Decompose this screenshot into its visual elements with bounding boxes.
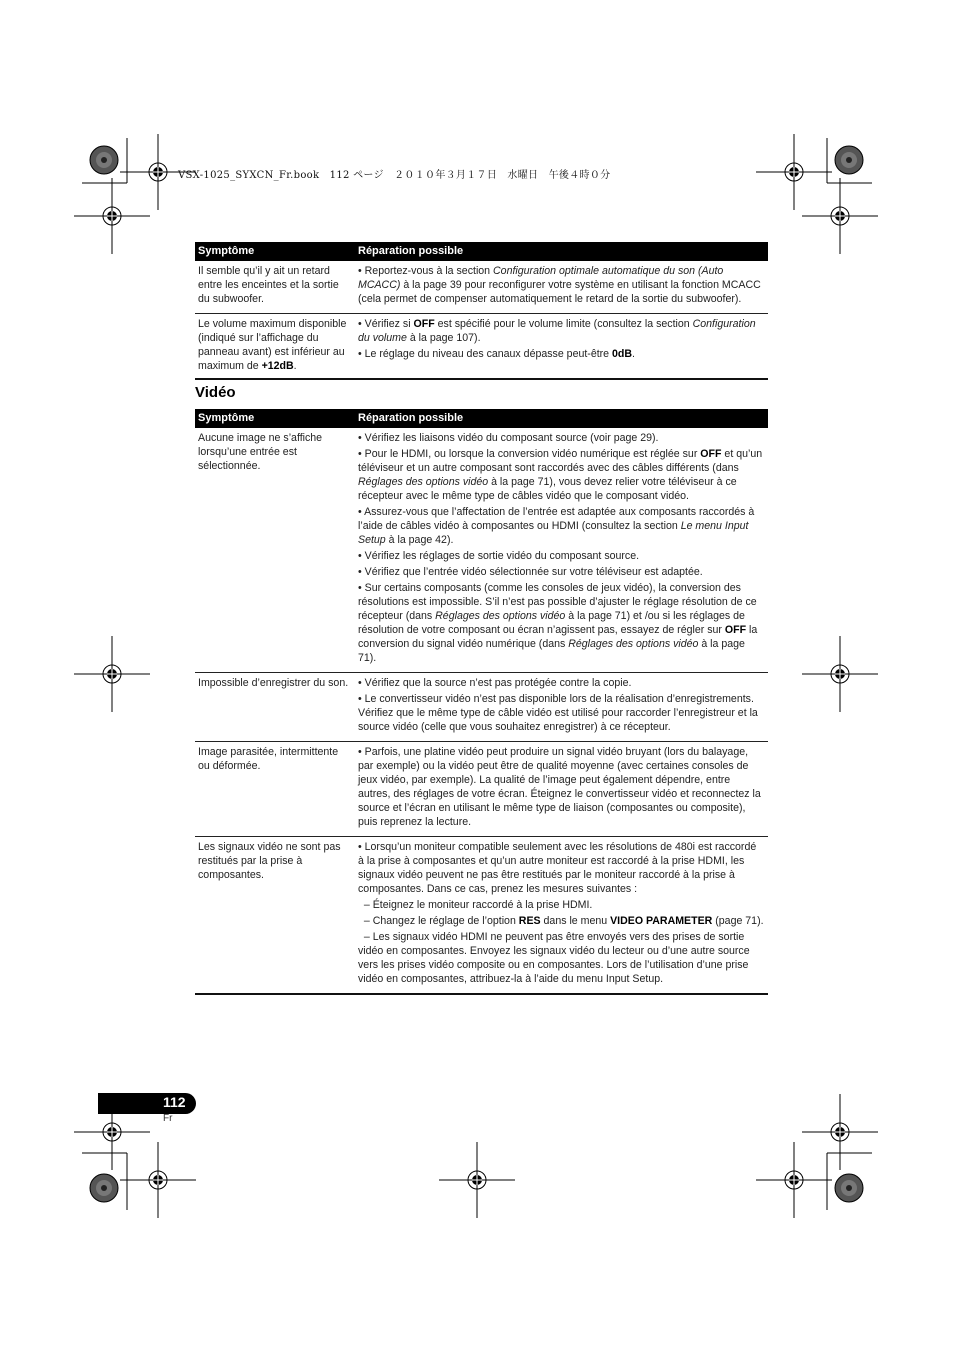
fix-subitem: – Éteignez le moniteur raccordé à la prise HDMI. [358, 899, 593, 911]
troubleshooting-table-audio [195, 242, 768, 380]
page-number: 112 [163, 1094, 186, 1110]
symptom-cell: Aucune image ne s’affiche lorsqu’une entrée est sélectionnée. [195, 428, 355, 673]
symptom-cell: Impossible d’enregistrer du son. [195, 673, 355, 742]
fix-item: • Pour le HDMI, ou lorsque la conversion vidéo numérique est réglée sur OFF et qu’un téléviseur et un autre composant sont raccordés avec des câbles différents (dans Réglages des options vidéo à la page 71), vous devez relier votre téléviseur à ce récepteur avec le même type de câbles vidéo que le composant vidéo. [358, 448, 763, 502]
fix-subitem: – Changez le réglage de l’option RES dans le menu VIDEO PARAMETER (page 71). [358, 915, 764, 927]
table-row [195, 428, 768, 673]
fix-cell [355, 837, 768, 995]
fix-cell [355, 314, 768, 380]
table-row [195, 314, 768, 380]
column-header-fix: Réparation possible [355, 242, 768, 261]
fix-item: • Sur certains composants (comme les consoles de jeux vidéo), la conversion des résolutions est impossible. S’il n’est pas possible d’ajuster le réglage résolution de ce récepteur (dans Réglages des options vidéo à la page 71) et /ou si les réglages de résolution de votre composant ou écran n’agissent pas, essayez de régler sur OFF la conversion du signal vidéo numérique (dans Réglages des options vidéo à la page 71). [358, 582, 758, 664]
symptom-cell: Le volume maximum disponible (indiqué sur l’affichage du panneau avant) est inférieur au maximum de +12dB. [195, 314, 355, 380]
table-row [195, 261, 768, 314]
fix-item: • Vérifiez les liaisons vidéo du composant source (voir page 29). [358, 432, 659, 444]
fix-item: • Vérifiez que l’entrée vidéo sélectionnée sur votre téléviseur est adaptée. [358, 566, 703, 578]
print-header-line: VSX-1025_SYXCN_Fr.book 112 ページ ２０１０年３月１７日 水曜日 午後４時０分 [178, 170, 611, 181]
column-header-symptom: Symptôme [195, 242, 355, 261]
troubleshooting-table-video [195, 409, 768, 995]
page-content [195, 242, 768, 995]
fix-cell [355, 428, 768, 673]
fix-item: • Lorsqu’un moniteur compatible seulement avec les résolutions de 480i est raccordé à la prise à composantes et qu’un autre moniteur est raccordé à la prise HDMI, les signaux vidéo peuvent ne pas être restitués par le moniteur raccordé à la prise à composantes. Dans ce cas, prenez les mesures suivantes : [358, 841, 757, 895]
fix-cell [355, 261, 768, 314]
fix-item: • Vérifiez que la source n’est pas protégée contre la copie. [358, 677, 632, 689]
symptom-cell: Il semble qu’il y ait un retard entre les enceintes et la sortie du subwoofer. [195, 261, 355, 314]
symptom-cell: Les signaux vidéo ne sont pas restitués par la prise à composantes. [195, 837, 355, 995]
fix-item: • Le convertisseur vidéo n’est pas disponible lors de la réalisation d’enregistrements. Vérifiez que le même type de câble vidéo est utilisé pour raccorder l’enregistreur et la source vidéo (celle que vous souhaitez enregistrer) à ce récepteur. [358, 693, 758, 733]
symptom-cell: Image parasitée, intermittente ou déformée. [195, 742, 355, 837]
fix-item: • Vérifiez les réglages de sortie vidéo du composant source. [358, 550, 640, 562]
table-row [195, 673, 768, 742]
table-row [195, 742, 768, 837]
fix-item: • Reportez-vous à la section Configuration optimale automatique du son (Auto MCACC) à la page 39 pour reconfigurer votre système en utilisant la fonction MCACC (cela permet de compenser automatiquement le retard de la sortie du subwoofer). [358, 265, 761, 305]
fix-item: • Assurez-vous que l’affectation de l’entrée est adaptée aux composants raccordés à l’aide de câbles vidéo à composantes ou HDMI (consultez la section Le menu Input Setup à la page 42). [358, 506, 755, 546]
fix-cell [355, 742, 768, 837]
fix-subitem: – Les signaux vidéo HDMI ne peuvent pas être envoyés vers des prises de sortie vidéo en composantes. Envoyez les signaux vidéo du lecteur ou d’une autre source vers les prises vidéo composite ou en composantes. Lors de l’utilisation d’une prise vidéo en composantes, attribuez-la à l’aide du menu Input Setup. [358, 931, 750, 985]
table-row [195, 837, 768, 995]
column-header-fix: Réparation possible [355, 409, 768, 428]
section-title-video: Vidéo [195, 384, 236, 401]
fix-item: • Parfois, une platine vidéo peut produire un signal vidéo bruyant (lors du balayage, par exemple) ou la vidéo peut être de qualité moyenne (avec certaines consoles de jeux vidéo, par exemple). La qualité de l’image peut également dépendre, entre autres, des réglages de votre écran. Éteignez le convertisseur vidéo et reconnectez la source et l’écran en utilisant le même type de liaison (composantes ou composite), puis reprenez la lecture. [358, 746, 761, 828]
fix-cell [355, 673, 768, 742]
fix-item: • Vérifiez si OFF est spécifié pour le volume limite (consultez la section Configuration du volume à la page 107). [358, 318, 756, 344]
page-language: Fr [163, 1113, 173, 1124]
column-header-symptom: Symptôme [195, 409, 355, 428]
fix-item: • Le réglage du niveau des canaux dépasse peut-être 0dB. [358, 348, 635, 360]
